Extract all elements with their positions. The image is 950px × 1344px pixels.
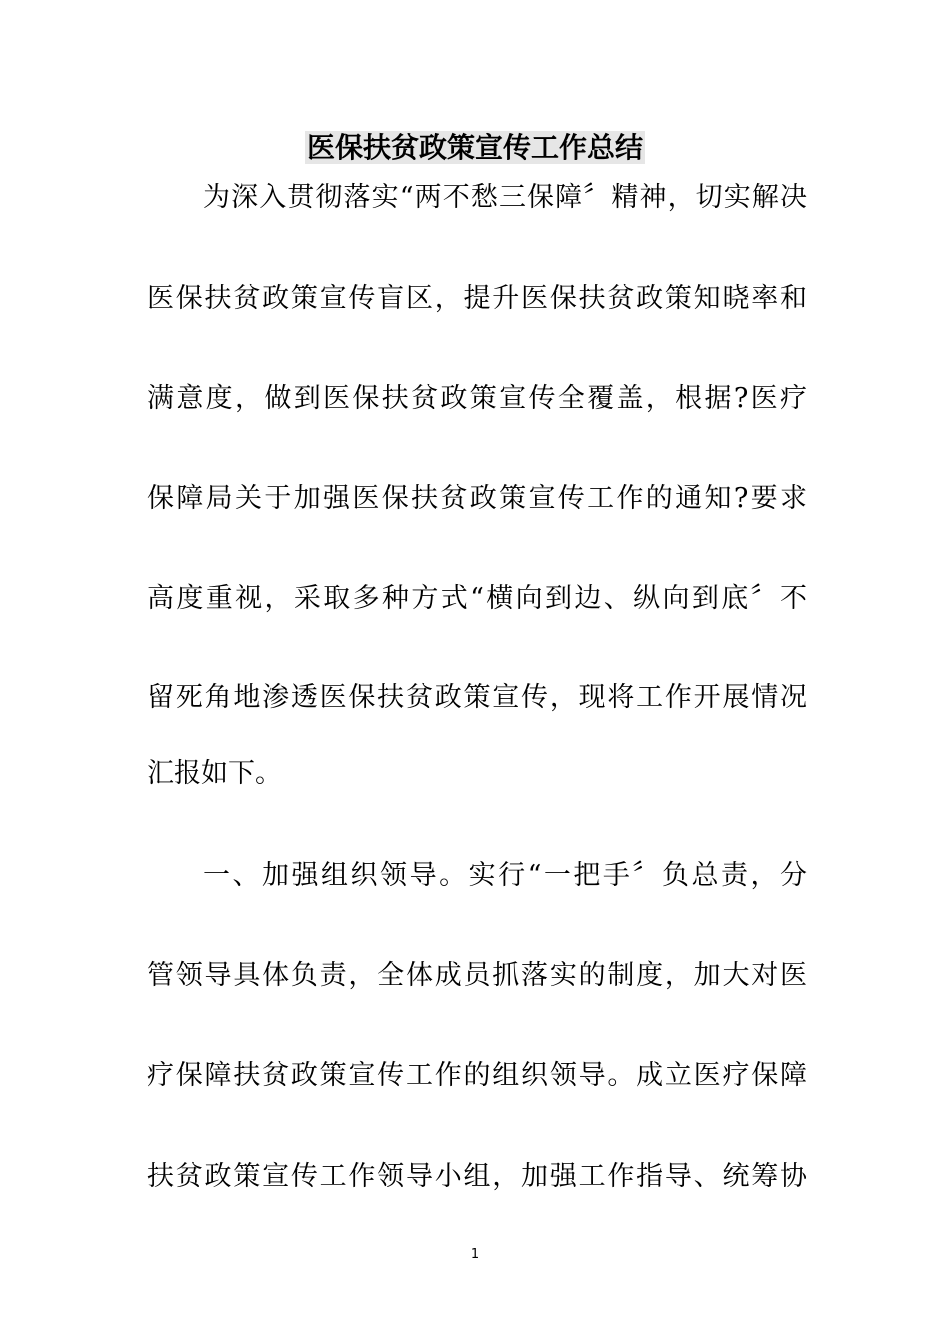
paragraph-line: 留死角地渗透医保扶贫政策宣传，现将工作开展情况 — [147, 682, 807, 713]
paragraph-line: 扶贫政策宣传工作领导小组，加强工作指导、统筹协 — [147, 1161, 807, 1192]
paragraph-line: 汇报如下。 — [147, 758, 282, 789]
paragraph-line: 满意度，做到医保扶贫政策宣传全覆盖，根据?医疗 — [147, 383, 807, 414]
paragraph-line: 管领导具体负责，全体成员抓落实的制度，加大对医 — [147, 960, 807, 991]
paragraph-line: 高度重视，采取多种方式“横向到边、纵向到底〞不 — [147, 583, 807, 614]
page-number: 1 — [470, 1247, 480, 1262]
paragraph-line: 保障局关于加强医保扶贫政策宣传工作的通知?要求 — [147, 483, 807, 514]
document-title — [0, 128, 950, 168]
paragraph-line: 一、加强组织领导。实行“一把手〞负总责，分 — [203, 860, 807, 891]
document-title-text: 医保扶贫政策宣传工作总结 — [306, 131, 643, 164]
paragraph-line: 为深入贯彻落实“两不愁三保障〞精神，切实解决 — [203, 182, 807, 213]
paragraph-line: 医保扶贫政策宣传盲区，提升医保扶贫政策知晓率和 — [147, 283, 807, 314]
paragraph-line: 疗保障扶贫政策宣传工作的组织领导。成立医疗保障 — [147, 1060, 807, 1091]
